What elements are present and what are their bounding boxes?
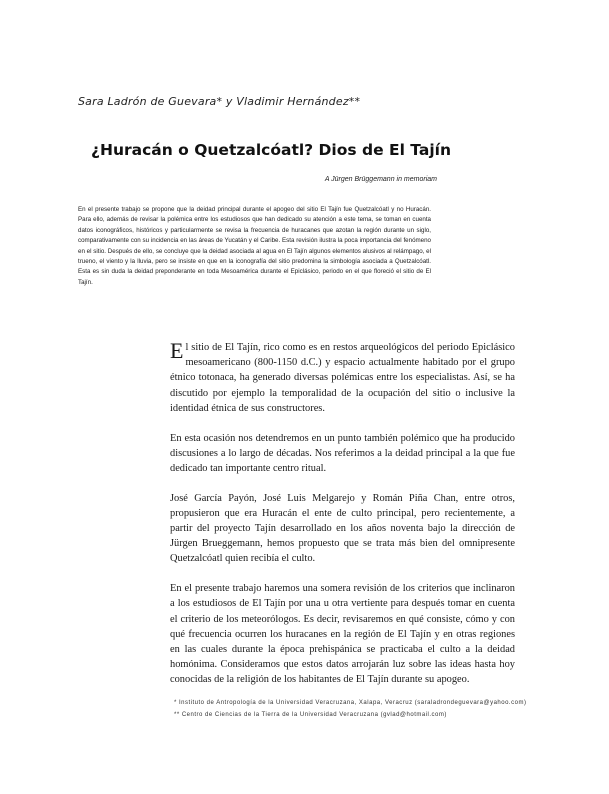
abstract: En el presente trabajo se propone que la deidad principal durante el apogeo del sitio El Tajín fue Quetzalcóatl y no Huracán. Para ello, además de revisar la polémica entre los estudiosos que han dedicado su atención a este tema, se toman en cuenta datos iconográficos, históricos y particularmente se revisa la frecuencia de huracanes que azotan la región durante un siglo, comparativamente con su incidencia en las áreas de Yucatán y el Caribe. Esta revisión ilustra la poca importancia del fenómeno en el sitio. Después de ello, se concluye que la deidad asociada al agua en El Tajín algunos elementos alusivos al relámpago, el trueno, el viento y la lluvia, pero se insiste en que en la iconografía del sitio predomina la simbología asociada a Quetzalcóatl. Esta es sin duda la deidad preponderante en toda Mesoamérica durante el Epiclásico, periodo en el que floreció el sitio de El Tajín.: [78, 206, 431, 286]
body-paragraph-3: José García Payón, José Luis Melgarejo y Román Piña Chan, entre otros, propusieron que era Huracán el ente de culto principal, pero recientemente, a partir del proyecto Tajín desarrollado en los años noventa bajo la dirección de Jürgen Brueggemann, hemos propuesto que se trata más bien del omnipresente Quetzalcóatl quien recibía el culto.: [170, 492, 515, 565]
body-paragraph-4: En el presente trabajo haremos una somera revisión de los criterios que inclinaron a los estudiosos de El Tajín por una u otra vertiente para después tomar en cuenta el criterio de los meteorólogos. Es decir, revisaremos en qué consiste, cómo y con qué frecuencia ocurren los huracanes en la región de El Tajín y en otras regiones en las cuales durante la época prehispánica se practicaba el culto a la deidad homónima. Consideramos que estos datos arrojarán luz sobre las ideas hasta hoy conocidas de la religión de los habitantes de El Tajín durante su apogeo.: [170, 583, 515, 686]
article-body: [170, 340, 515, 702]
article-authors: Sara Ladrón de Guevara* y Vladimir Hernández**: [78, 95, 361, 108]
dedication: A Jürgen Brüggemann in memoriam: [324, 176, 437, 183]
body-paragraph-1: [170, 340, 515, 416]
footnote-2: ** Centro de Ciencias de la Tierra de la Universidad Veracruzana (gvlad@hotmail.com): [174, 712, 447, 718]
drop-cap: E: [170, 338, 184, 363]
body-paragraph-2: En esta ocasión nos detendremos en un punto también polémico que ha producido discusiones a lo largo de décadas. Nos referimos a la deidad principal a la que fue dedicado tan importante centro ritual.: [170, 432, 515, 474]
footnote-1: * Instituto de Antropología de la Universidad Veracruzana, Xalapa, Veracruz (saraladrondeguevara@yahoo.com): [174, 700, 527, 706]
body-paragraph-1-text: l sitio de El Tajín, rico como es en restos arqueológicos del periodo Epiclásico mesoamericano (800-1150 d.C.) y espacio actualmente habitado por el grupo étnico totonaca, ha generado diversas polémicas entre los especialistas. Así, se ha discutido por ejemplo la temporalidad de la ocupación del sitio o inclusive la identidad étnica de sus constructores.: [170, 342, 515, 414]
article-title: ¿Huracán o Quetzalcóatl? Dios de El Tajín: [91, 141, 452, 159]
footnotes: [174, 697, 527, 721]
